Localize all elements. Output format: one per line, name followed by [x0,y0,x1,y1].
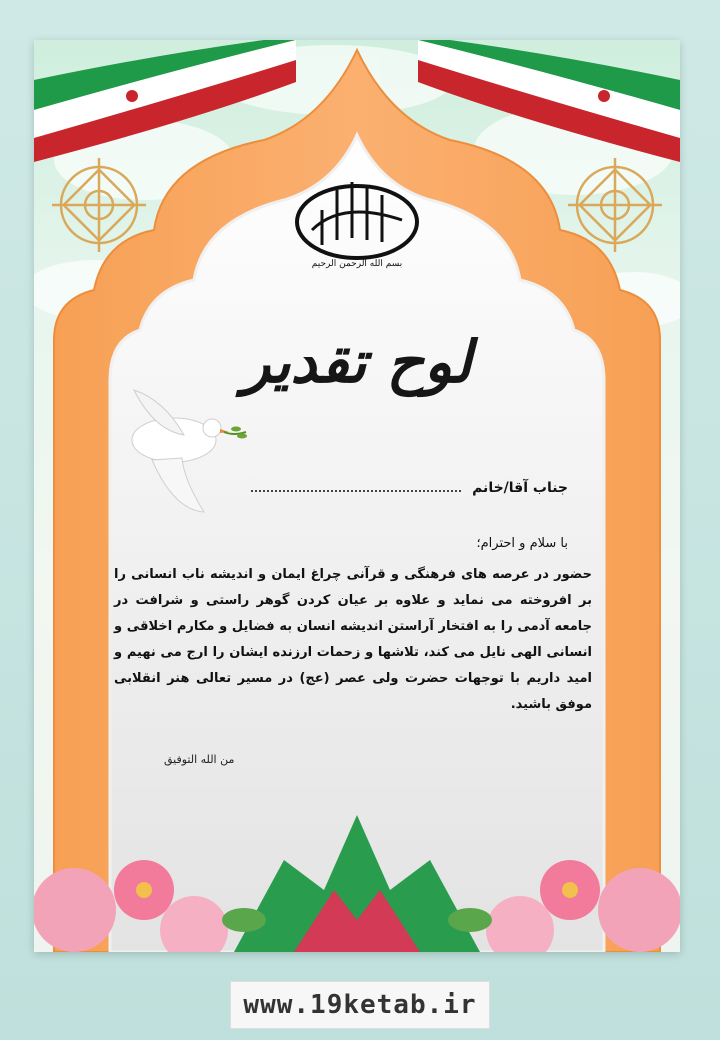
recipient-label: جناب آقا/خانم [472,480,568,496]
basmala-calligraphy [282,160,432,270]
recipient-name-blank [251,490,461,492]
svg-text:بسم الله الرحمن الرحیم: بسم الله الرحمن الرحیم [311,259,403,269]
certificate-frame [34,40,680,952]
certificate-title: لوح تقدیر [242,328,472,396]
certificate-body: حضور در عرصه های فرهنگی و قرآنی چراغ ایمان و اندیشه ناب انسانی را بر افروخته می نماید و علاوه بر عیان کردن گوهر راستی و شرافت در جامعه آدمی را به افتخار آراستن اندیشه انسان به فضایل و مکارم اخلاقی و انسانی الهی نایل می کند، تلاشها و زحمات ارزنده ایشان را ارج می نهیم و امید داریم با توجهات حضرت ولی عصر (عج) در مسیر تعالی هنر انقلابی موفق باشید. [114,567,592,712]
signoff-text: من الله التوفیق [164,753,235,766]
greeting-text: با سلام و احترام؛ [476,536,568,551]
recipient-line [251,480,568,496]
site-watermark: www.19ketab.ir [230,981,490,1029]
